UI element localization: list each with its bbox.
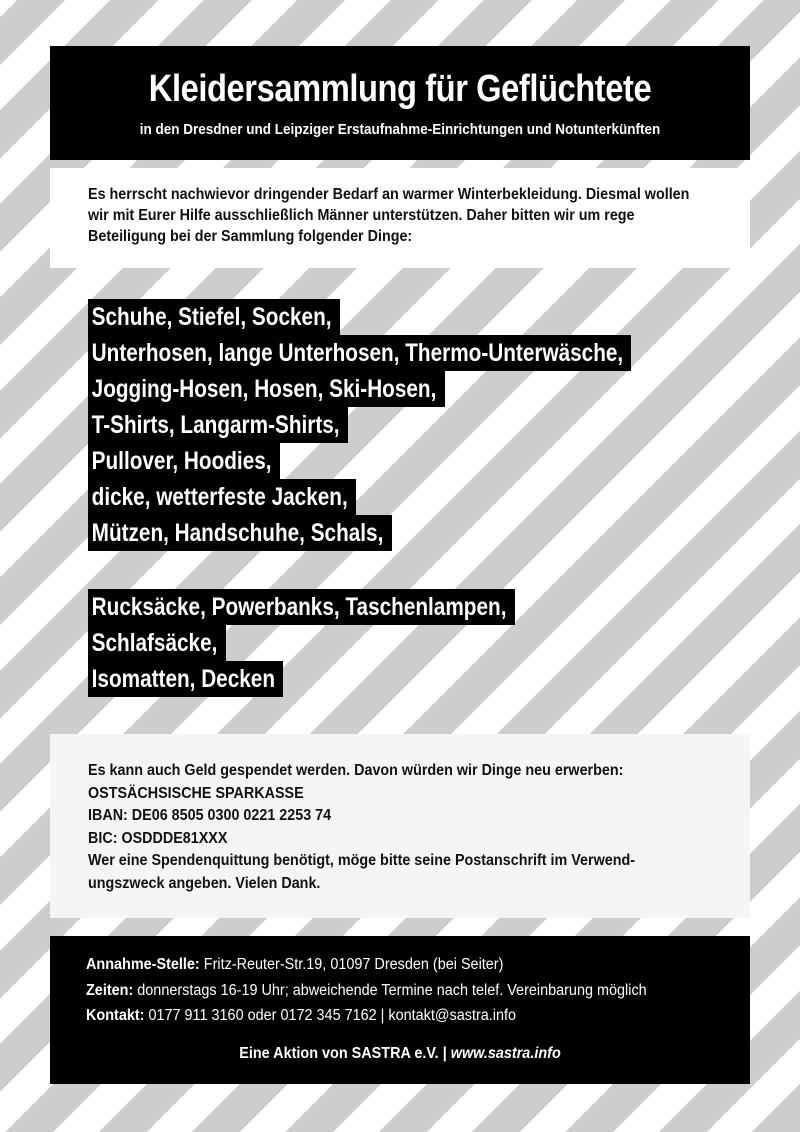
bank-name: OSTSÄCHSISCHE SPARKASSE <box>88 784 304 802</box>
footer-banner <box>50 936 750 1084</box>
list-item-text: Rucksäcke, Powerbanks, Taschenlampen, <box>90 589 508 625</box>
list-item-text: Isomatten, Decken <box>90 661 277 697</box>
list-item <box>88 443 768 479</box>
list-item <box>88 661 768 697</box>
list-item <box>88 335 768 371</box>
donation-note: Wer eine Spendenquittung benötigt, möge bitte seine Postanschrift im Verwend- ungszweck angeben. Vielen Dank. <box>88 852 636 892</box>
list-item <box>88 407 768 443</box>
page-subtitle: in den Dresdner und Leipziger Erstaufnahme-Einrichtungen und Notunterkünften <box>139 121 661 138</box>
list-item <box>88 299 768 335</box>
iban: IBAN: DE06 8505 0300 0221 2253 74 <box>88 807 332 824</box>
donation-info-box <box>50 734 750 918</box>
bic: BIC: OSDDDE81XXX <box>88 829 228 847</box>
website-link[interactable]: www.sastra.info <box>450 1044 561 1062</box>
kontakt-line <box>86 1003 670 1029</box>
annahme-value: Fritz-Reuter-Str.19, 01097 Dresden (bei Seiter) <box>203 956 504 973</box>
list-item-text: Schuhe, Stiefel, Socken, <box>90 299 333 335</box>
donation-text <box>88 760 713 895</box>
zeiten-label: Zeiten: <box>86 981 134 999</box>
page-title: Kleidersammlung für Geflüchtete <box>148 68 652 110</box>
list-item-text: Schlafsäcke, <box>90 625 219 661</box>
zeiten-line <box>86 978 670 1004</box>
list-item <box>88 479 768 515</box>
annahme-label: Annahme-Stelle: <box>86 956 200 973</box>
zeiten-note: abweichende Termine nach telef. Vereinbarung möglich <box>292 981 647 999</box>
header-banner <box>50 46 750 160</box>
list-spacer <box>88 551 768 589</box>
list-item-text: T-Shirts, Langarm-Shirts, <box>90 407 341 443</box>
list-item-text: Pullover, Hoodies, <box>90 443 273 479</box>
annahme-line <box>86 952 670 978</box>
intro-text: Es herrscht nachwievor dringender Bedarf an warmer Winterbekleidung. Diesmal wollen wir mit Eurer Hilfe ausschließlich Männer unterstützen. Daher bitten wir um rege Beteiligung bei der Sammlung folgender Dinge: <box>88 186 690 245</box>
list-item <box>88 371 768 407</box>
kontakt-value: 0177 911 3160 oder 0172 345 7162 | kontakt@sastra.info <box>148 1007 517 1024</box>
list-item <box>88 589 768 625</box>
list-item-text: Unterhosen, lange Unterhosen, Thermo-Unterwäsche, <box>90 335 625 371</box>
list-item-text: Mützen, Handschuhe, Schals, <box>90 515 385 551</box>
kontakt-label: Kontakt: <box>86 1007 145 1024</box>
list-item-text: dicke, wetterfeste Jacken, <box>90 479 349 515</box>
list-item <box>88 625 768 661</box>
list-item <box>88 515 768 551</box>
list-item-text: Jogging-Hosen, Hosen, Ski-Hosen, <box>90 371 438 407</box>
donation-item-list <box>88 299 768 697</box>
intro-box <box>50 168 750 268</box>
zeiten-value: donnerstags 16-19 Uhr; <box>137 981 289 999</box>
aktion-text: Eine Aktion von SASTRA e.V. | <box>239 1044 447 1062</box>
donation-intro: Es kann auch Geld gespendet werden. Davon würden wir Dinge neu erwerben: <box>88 762 624 779</box>
aktion-line <box>108 1045 692 1063</box>
